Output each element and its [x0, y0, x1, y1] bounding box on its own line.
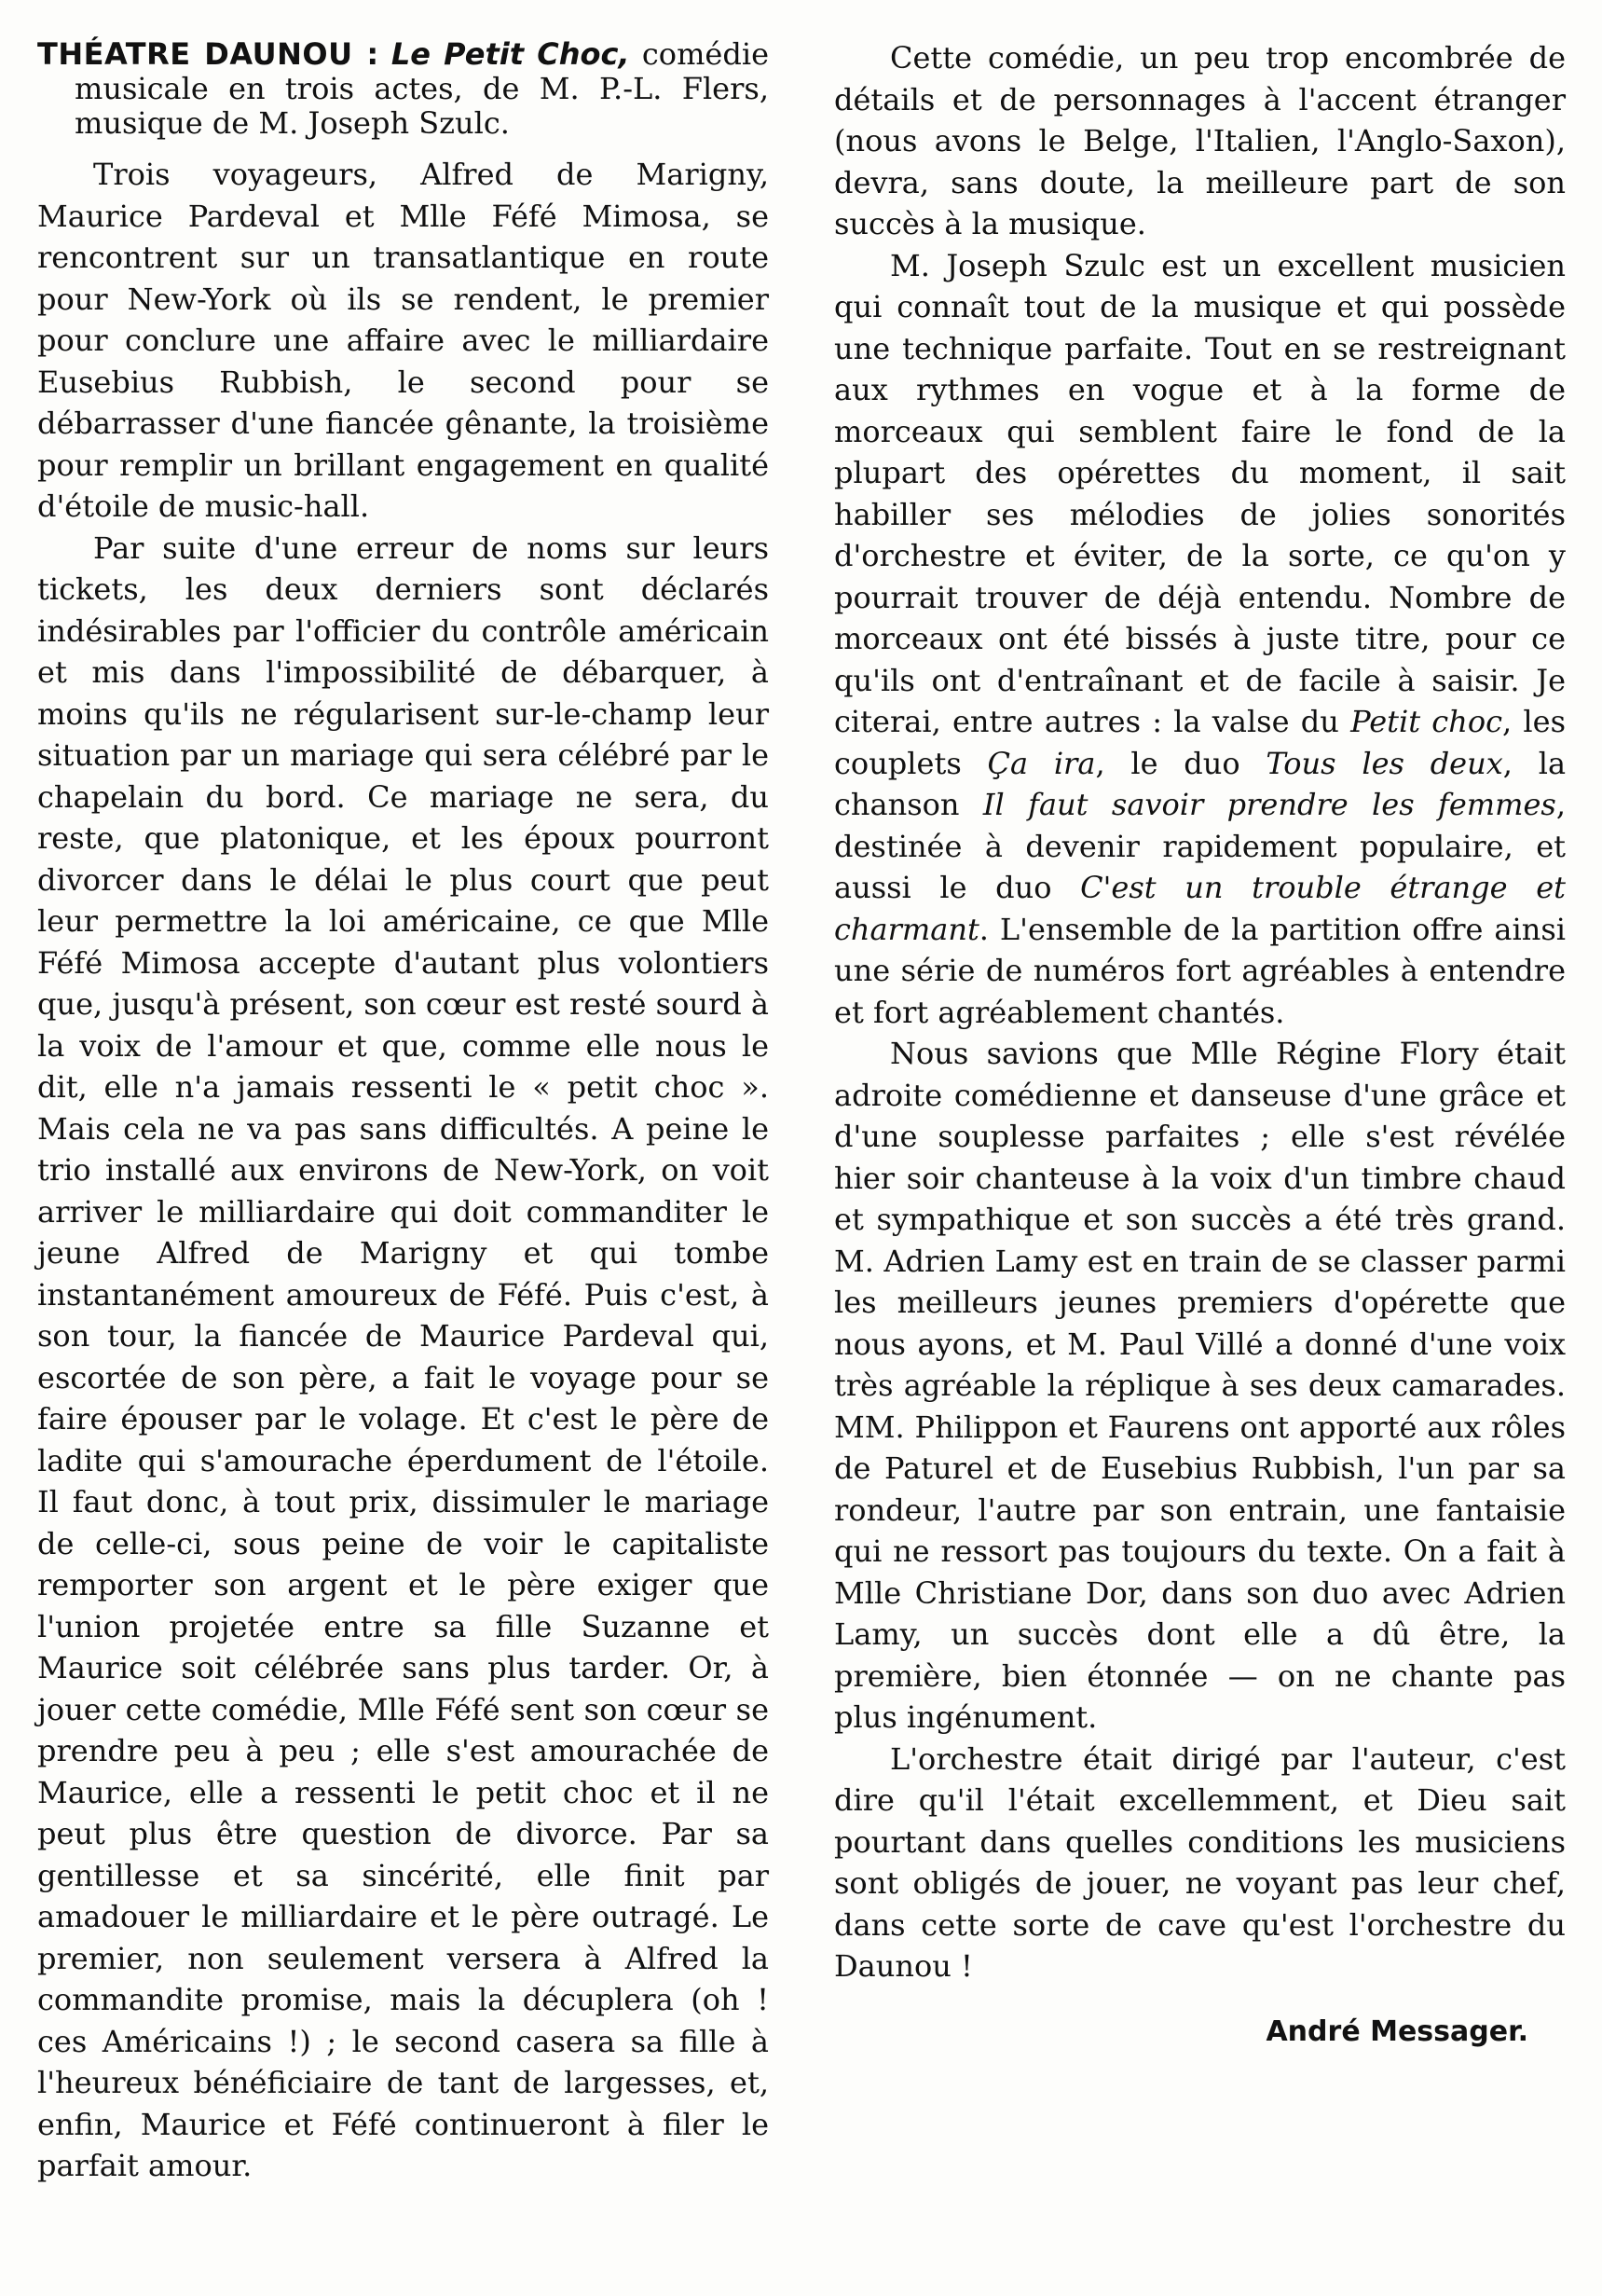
- paragraph-cast-review: Nous savions que Mlle Régine Flory était adroite comédienne et danseuse d'une grâce et d'une souplesse parfaites ; elle s'est révélée hier soir chanteuse à la voix d'un timbre chaud et sympathique et son succès a été très grand. M. Adrien Lamy est en train de se classer parmi les meilleurs jeunes premiers d'opérette que nous ayons, et M. Paul Villé a donné d'une voix très agréable la réplique à ses deux camarades. MM. Philippon et Faurens ont apporté aux rôles de Paturel et de Eusebius Rubbish, l'un par sa rondeur, l'autre par son entrain, une fantaisie qui ne ressort pas toujours du texte. On a fait à Mlle Christiane Dor, dans son duo avec Adrien Lamy, un succès dont elle a dû être, la première, bien étonnée — on ne chante pas plus ingénument.: [834, 1036, 1566, 1735]
- play-title: Le Petit Choc,: [390, 36, 630, 72]
- text-segment: , les couplets: [834, 704, 1567, 781]
- left-column: [37, 37, 769, 2187]
- song-title: Petit choc: [1350, 704, 1503, 739]
- paragraph-orchestra: L'orchestre était dirigé par l'auteur, c'est dire qu'il l'était excellemment, et Dieu sait pourtant dans quelles conditions les musiciens sont obligés de jouer, ne voyant pas leur chef, dans cette sorte de cave qu'est l'orchestre du Daunou !: [834, 1740, 1566, 1984]
- paragraph-comedy-assessment: Cette comédie, un peu trop encombrée de détails et de personnages à l'accent étranger (nous avons le Belge, l'Italien, l'Anglo-Saxon), devra, sans doute, la meilleure part de son succès à la musique.: [834, 40, 1566, 241]
- text-segment: M. Joseph Szulc est un excellent musicien qui connaît tout de la musique et qui possède une technique parfaite. Tout en se restreignant aux rythmes en vogue et à la forme de morceaux qui semblent faire le fond de la plupart des opérettes du moment, il sait habiller ses mélodies de jolies sonorités d'orchestre et éviter, de la sorte, ce qu'on y pourrait trouver de déjà entendu. Nombre de morceaux ont été bissés à juste titre, pour ce qu'ils ont d'entraînant et de facile à saisir. Je citerai, entre autres : la valse du: [834, 247, 1566, 739]
- song-title: C'est un trouble étrange et charmant: [834, 870, 1567, 947]
- review-header: [37, 37, 769, 141]
- paragraph-music-review: [834, 245, 1566, 1034]
- paragraph-synopsis-intro: Trois voyageurs, Alfred de Marigny, Maurice Pardeval et Mlle Féfé Mimosa, se rencontrent sur un transatlantique en route pour New-York où ils se rendent, le premier pour conclure une affaire avec le milliardaire Eusebius Rubbish, le second pour se débarrasser d'une fiancée gênante, la troisième pour remplir un brillant engagement en qualité d'étoile de music-hall.: [37, 157, 769, 524]
- play-description: comédie musicale en trois actes, de M. P.-L. Flers, musique de M. Joseph Szulc.: [75, 36, 769, 141]
- paragraph-synopsis-plot: Par suite d'une erreur de noms sur leurs tickets, les deux derniers sont déclarés indésirables par l'officier du contrôle américain et mis dans l'impossibilité de débarquer, à moins qu'ils ne régularisent sur-le-champ leur situation par un mariage qui sera célébré par le chapelain du bord. Ce mariage ne sera, du reste, que platonique, et les époux pourront divorcer dans le délai le plus court que peut leur permettre la loi américaine, ce que Mlle Féfé Mimosa accepte d'autant plus volontiers que, jusqu'à présent, son cœur est resté sourd à la voix de l'amour et que, comme elle nous le dit, elle n'a jamais ressenti le « petit choc ». Mais cela ne va pas sans difficultés. A peine le trio installé aux environs de New-York, on voit arriver le milliardaire qui doit commanditer le jeune Alfred de Marigny et qui tombe instantanément amoureux de Féfé. Puis c'est, à son tour, la fiancée de Maurice Pardeval qui, escortée de son père, a fait le voyage pour se faire épouser par le volage. Et c'est le père de ladite qui s'amourache éperdument de l'étoile. Il faut donc, à tout prix, dissimuler le mariage de celle-ci, sous peine de voir le capitaliste remporter son argent et le père exiger que l'union projetée entre sa fille Suzanne et Maurice soit célébrée sans plus tarder. Or, à jouer cette comédie, Mlle Féfé sent son cœur se prendre peu à peu ; elle s'est amourachée de Maurice, elle a ressenti le petit choc et il ne peut plus être question de divorce. Par sa gentillesse et sa sincérité, elle finit par amadouer le milliardaire et le père outragé. Le premier, non seulement versera à Alfred la commandite promise, mais la décuplera (oh ! ces Américains !) ; le second casera sa fille à l'heureux bénéficiaire de tant de largesses, et, enfin, Maurice et Féfé continueront à filer le parfait amour.: [37, 529, 769, 2183]
- text-segment: , destinée à devenir rapidement populaire, et aussi le duo: [834, 787, 1567, 905]
- text-segment: . L'ensemble de la partition offre ainsi une série de numéros fort agréables à entendre et fort agréablement chantés.: [834, 911, 1566, 1030]
- theatre-name: THÉATRE DAUNOU :: [37, 36, 379, 72]
- song-title: Ça ira: [987, 745, 1096, 781]
- author-signature: André Messager.: [1266, 2014, 1528, 2048]
- right-column: [834, 37, 1566, 2053]
- song-title: Tous les deux: [1266, 745, 1503, 781]
- song-title: Il faut savoir prendre les femmes: [982, 787, 1556, 822]
- text-segment: , la chanson: [834, 745, 1567, 822]
- text-segment: , le duo: [1095, 745, 1267, 781]
